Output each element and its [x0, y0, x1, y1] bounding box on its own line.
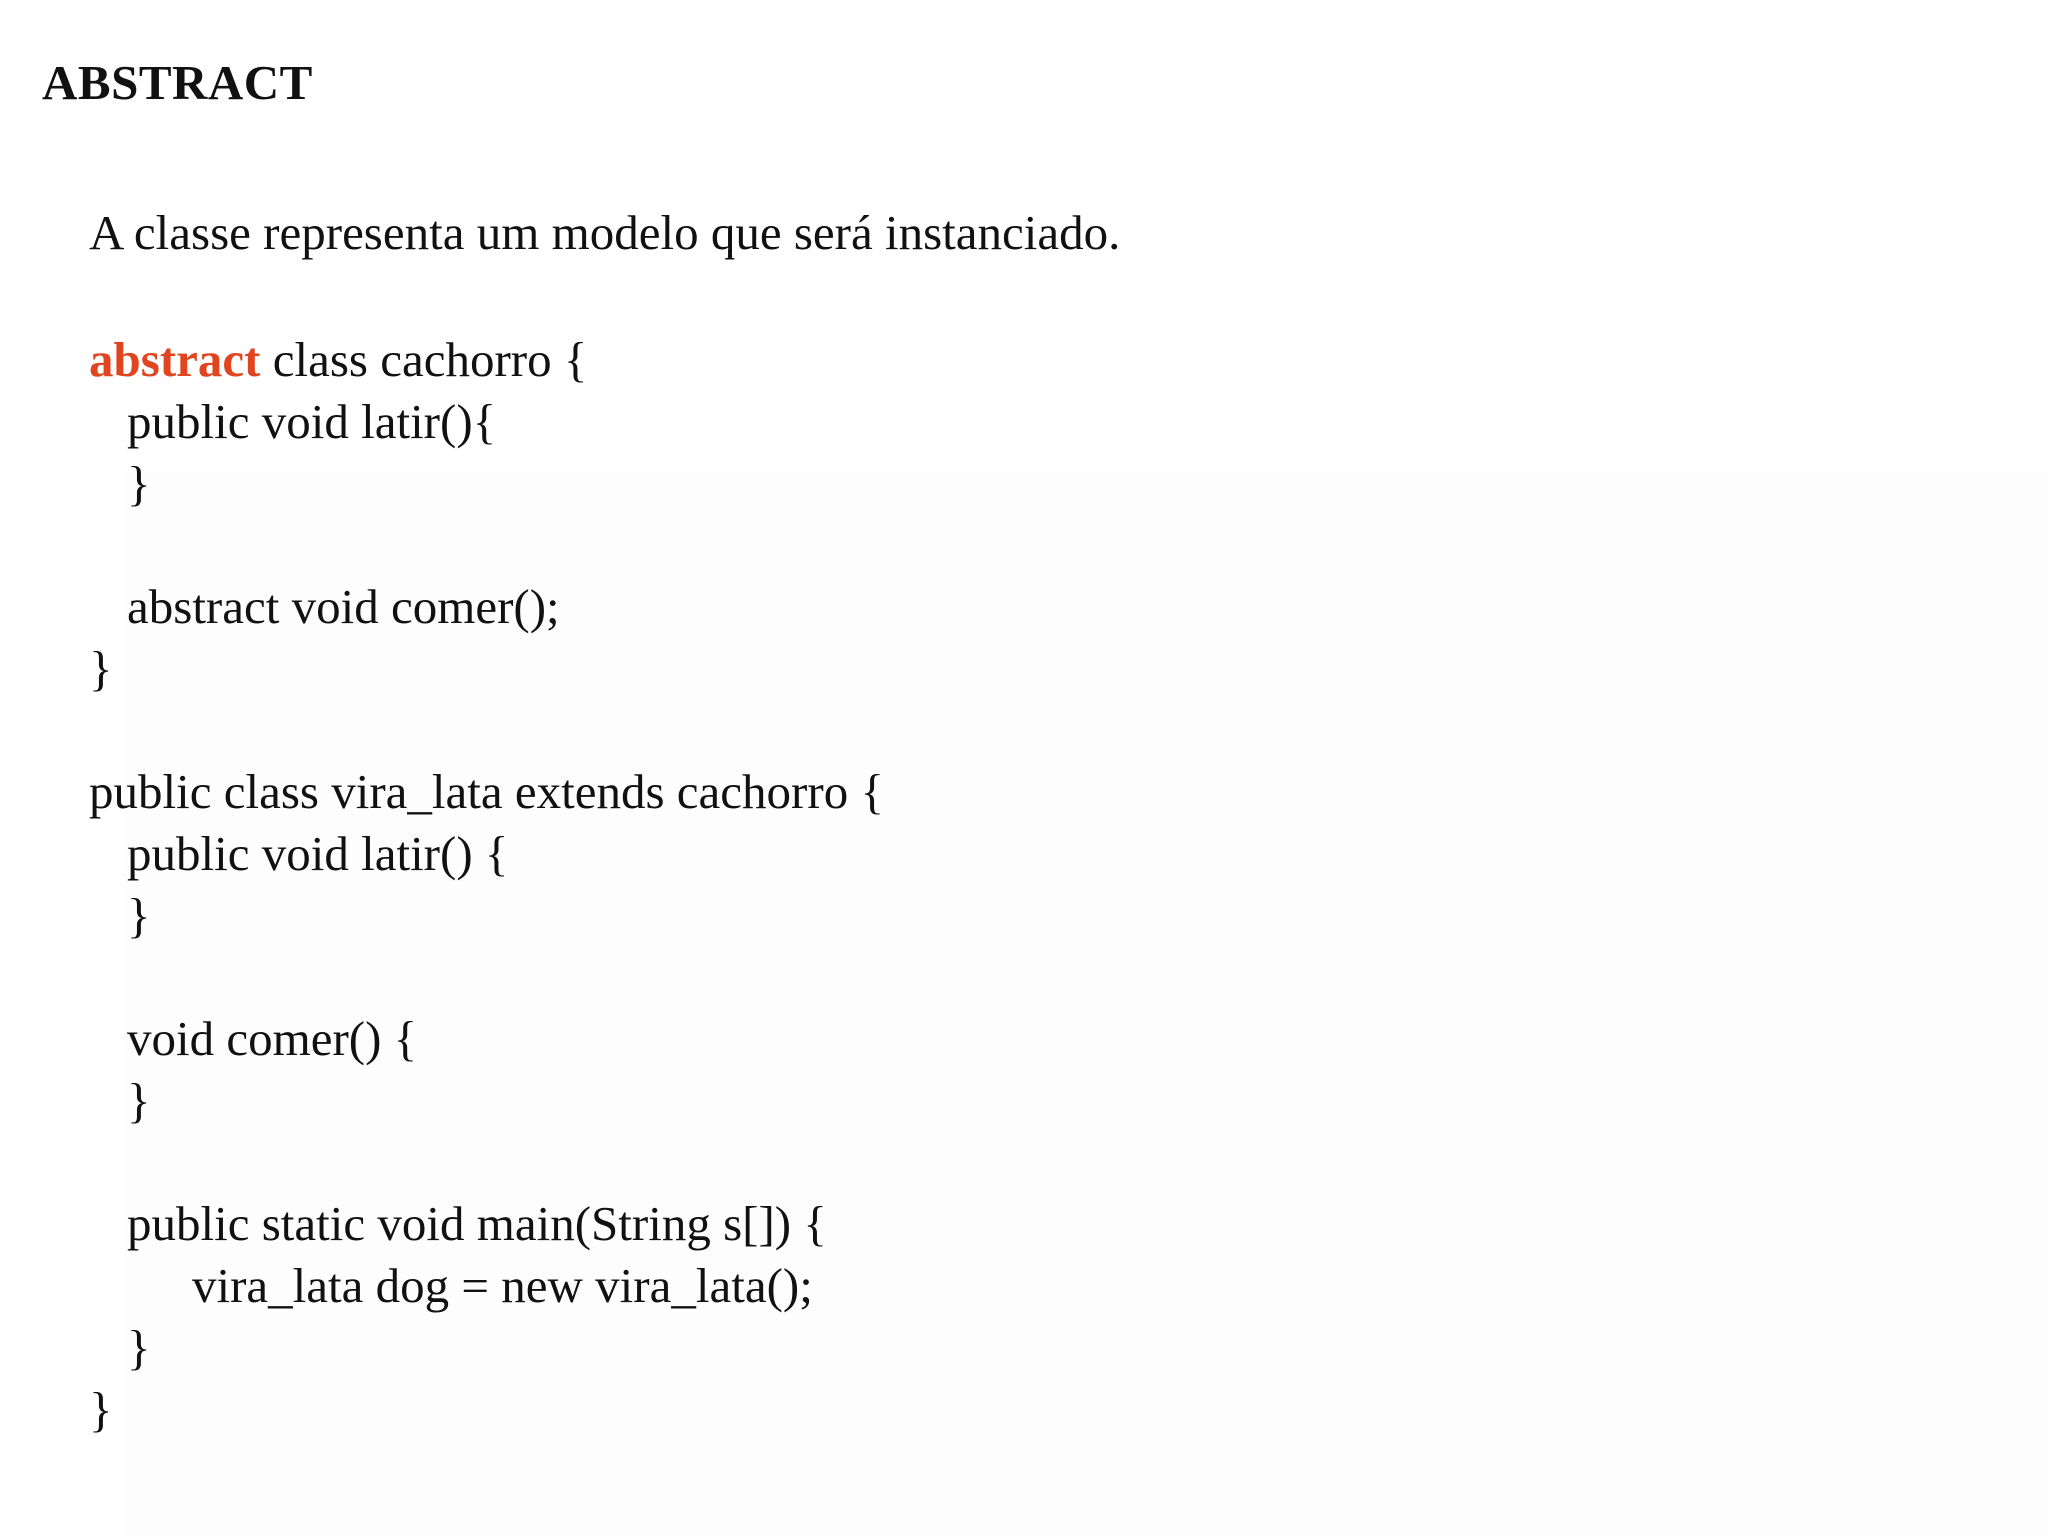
- code-line-6: public class vira_lata extends cachorro {: [89, 764, 884, 819]
- code-line-11: public static void main(String s[]) {: [127, 1196, 827, 1251]
- abstract-keyword: abstract: [89, 332, 261, 387]
- code-line-7: public void latir() {: [127, 826, 509, 881]
- code-line-14: }: [89, 1382, 113, 1437]
- code-line-8: }: [127, 888, 151, 943]
- page-title: ABSTRACT: [42, 55, 313, 110]
- code-line-12: vira_lata dog = new vira_lata();: [192, 1258, 813, 1313]
- code-line-5: }: [89, 641, 113, 696]
- code-line-4: abstract void comer();: [127, 579, 560, 634]
- code-line-1: [89, 332, 588, 387]
- code-line-13: }: [127, 1320, 151, 1375]
- code-line-1-rest: class cachorro {: [260, 332, 588, 387]
- code-line-9: void comer() {: [127, 1011, 418, 1066]
- intro-text: A classe representa um modelo que será instanciado.: [89, 205, 1121, 260]
- code-line-10: }: [127, 1073, 151, 1128]
- code-line-3: }: [127, 456, 151, 511]
- code-line-2: public void latir(){: [127, 394, 497, 449]
